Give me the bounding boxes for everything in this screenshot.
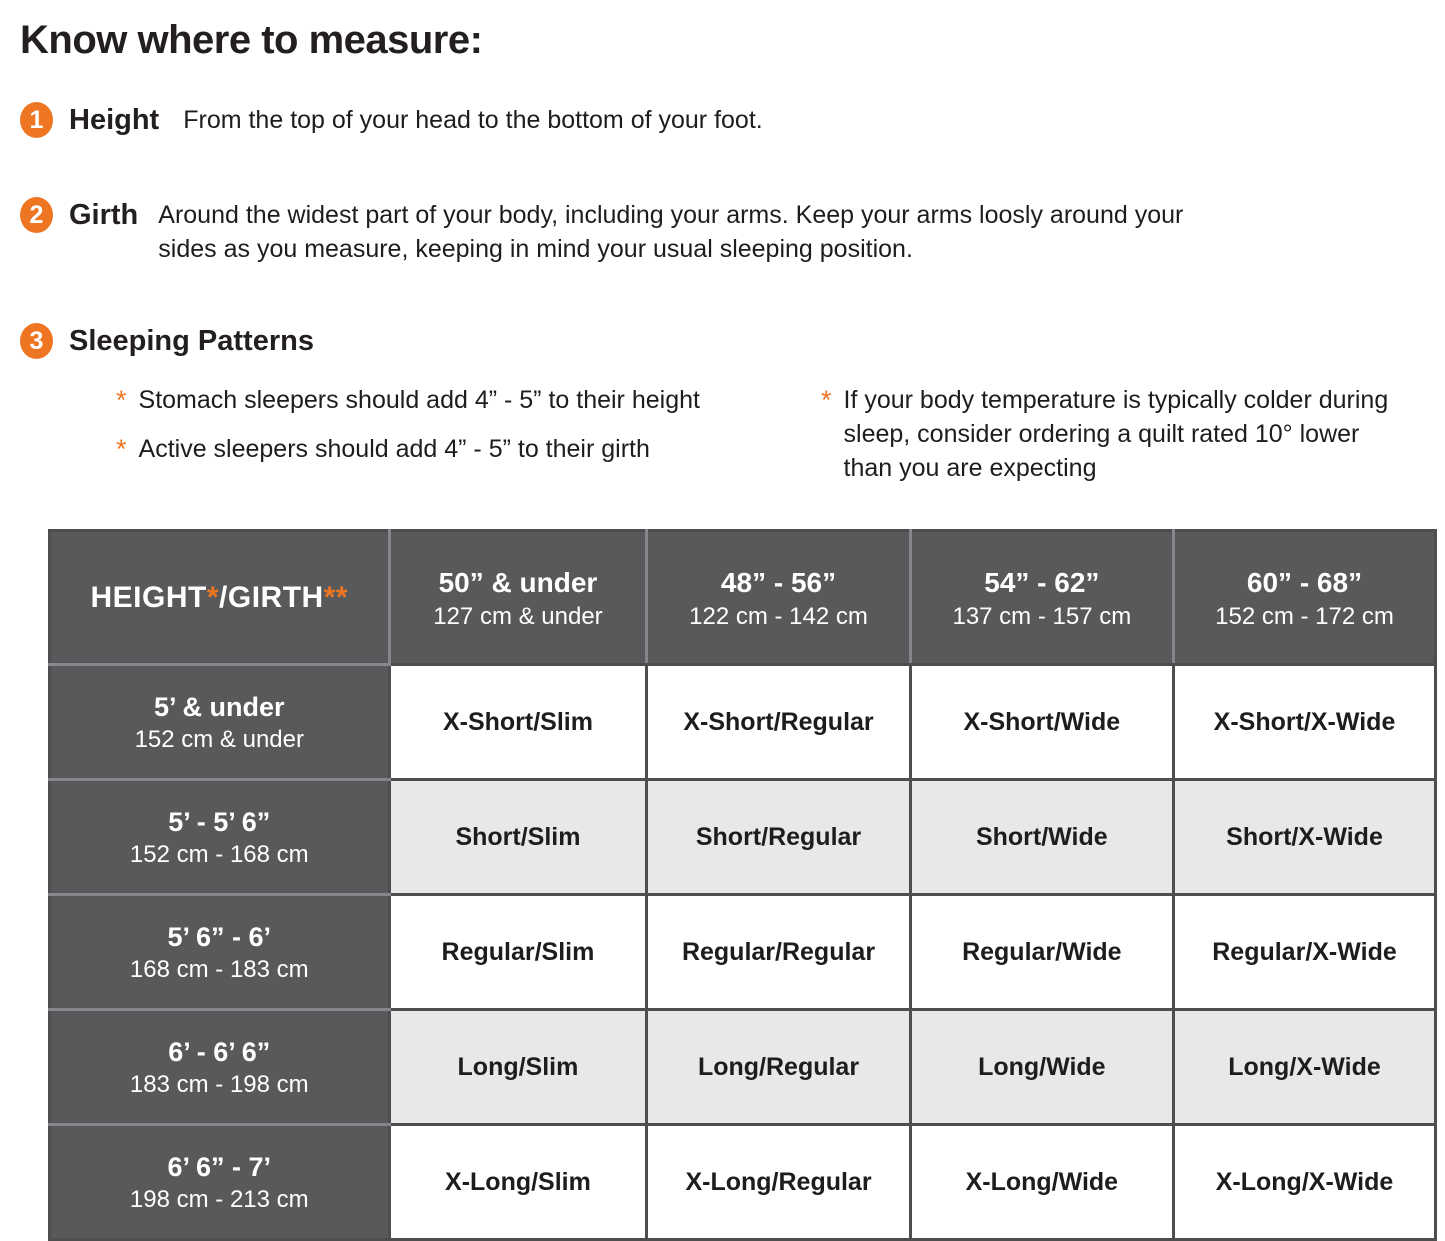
height-range-cm: 168 cm - 183 cm (129, 956, 309, 983)
girth-range-inches: 54” - 62” (984, 566, 1100, 598)
size-cell: Long/Wide (910, 1010, 1173, 1125)
girth-column-header (910, 531, 1173, 665)
height-range-feet: 6’ 6” - 7’ (167, 1152, 272, 1182)
asterisk-bullet: * (116, 434, 127, 464)
girth-column-header (1174, 531, 1436, 665)
step-1-description: From the top of your head to the bottom of your foot. (183, 106, 763, 134)
size-cell: X-Short/Slim (389, 665, 647, 780)
step-3-label: Sleeping Patterns (69, 325, 314, 357)
size-cell: Long/Regular (647, 1010, 910, 1125)
size-cell: X-Short/Wide (910, 665, 1173, 780)
height-range-cm: 152 cm - 168 cm (129, 841, 309, 868)
step-2-label: Girth (69, 199, 139, 231)
height-row-header (50, 1125, 390, 1240)
step-2-number-badge: 2 (20, 197, 53, 233)
step-sleeping-patterns (20, 324, 1445, 359)
girth-range-cm: 137 cm - 157 cm (952, 602, 1132, 630)
step-height (20, 103, 1445, 138)
girth-range-cm: 152 cm - 172 cm (1215, 602, 1394, 630)
height-row-header (50, 780, 390, 895)
height-range-feet: 5’ & under (154, 692, 285, 722)
girth-column-header (389, 531, 647, 665)
height-range-feet: 5’ - 5’ 6” (168, 807, 271, 837)
height-row-header (50, 895, 390, 1010)
step-1-number-badge: 1 (20, 102, 53, 138)
size-cell: X-Long/Wide (910, 1125, 1173, 1240)
girth-range-inches: 48” - 56” (720, 566, 837, 598)
girth-column-header (647, 531, 910, 665)
girth-range-cm: 122 cm - 142 cm (689, 602, 868, 630)
size-chart-table (48, 529, 1437, 1241)
size-cell: Short/Slim (389, 780, 647, 895)
height-range-cm: 183 cm - 198 cm (129, 1071, 309, 1098)
table-row (50, 1125, 1436, 1240)
height-range-feet: 6’ - 6’ 6” (168, 1037, 271, 1067)
corner-girth-label: /GIRTH (219, 580, 324, 614)
corner-height-label: HEIGHT (90, 580, 207, 614)
table-row (50, 1010, 1436, 1125)
step-girth (20, 198, 1445, 266)
size-cell: Long/X-Wide (1174, 1010, 1436, 1125)
size-cell: X-Long/Regular (647, 1125, 910, 1240)
size-cell: X-Long/Slim (389, 1125, 647, 1240)
size-cell: Short/Wide (910, 780, 1173, 895)
size-cell: Regular/Slim (389, 895, 647, 1010)
corner-header-cell (50, 531, 390, 665)
tip-stomach-sleepers (116, 383, 781, 417)
size-cell: Short/X-Wide (1174, 780, 1436, 895)
step-1-label: Height (69, 104, 160, 136)
table-header-row (50, 531, 1436, 665)
tips-left-column (116, 383, 781, 481)
tip-text: Active sleepers should add 4” - 5” to their girth (138, 435, 650, 463)
height-asterisk: * (206, 580, 220, 614)
tip-text: Stomach sleepers should add 4” - 5” to their height (138, 386, 700, 414)
size-cell: X-Short/X-Wide (1174, 665, 1436, 780)
tip-body-temperature (821, 383, 1389, 485)
size-cell: Regular/Regular (647, 895, 910, 1010)
size-cell: X-Short/Regular (647, 665, 910, 780)
size-cell: Regular/X-Wide (1174, 895, 1436, 1010)
size-cell: Short/Regular (647, 780, 910, 895)
girth-range-inches: 50” & under (438, 566, 598, 598)
asterisk-bullet: * (116, 385, 127, 415)
girth-range-cm: 127 cm & under (433, 602, 603, 630)
height-range-cm: 152 cm & under (134, 726, 304, 753)
tip-active-sleepers (116, 432, 781, 466)
size-cell: Regular/Wide (910, 895, 1173, 1010)
step-2-description: Around the widest part of your body, including your arms. Keep your arms loosly around your sides as you measure, keeping in mind your usual sleeping position. (158, 201, 1184, 263)
step-3-number-badge: 3 (20, 323, 53, 359)
girth-range-inches: 60” - 68” (1246, 566, 1363, 598)
height-row-header (50, 665, 390, 780)
table-row (50, 780, 1436, 895)
tip-text: If your body temperature is typically colder during sleep, consider ordering a quilt rated 10° lower than you are expecting (843, 386, 1389, 482)
asterisk-bullet: * (821, 385, 832, 415)
height-range-feet: 5’ 6” - 6’ (167, 922, 272, 952)
height-row-header (50, 1010, 390, 1125)
size-cell: Long/Slim (389, 1010, 647, 1125)
table-row (50, 895, 1436, 1010)
page-title: Know where to measure: (20, 18, 483, 62)
height-range-cm: 198 cm - 213 cm (129, 1186, 309, 1213)
size-cell: X-Long/X-Wide (1174, 1125, 1436, 1240)
sleeping-pattern-tips (20, 383, 1445, 485)
table-row (50, 665, 1436, 780)
girth-asterisk: ** (323, 580, 349, 614)
